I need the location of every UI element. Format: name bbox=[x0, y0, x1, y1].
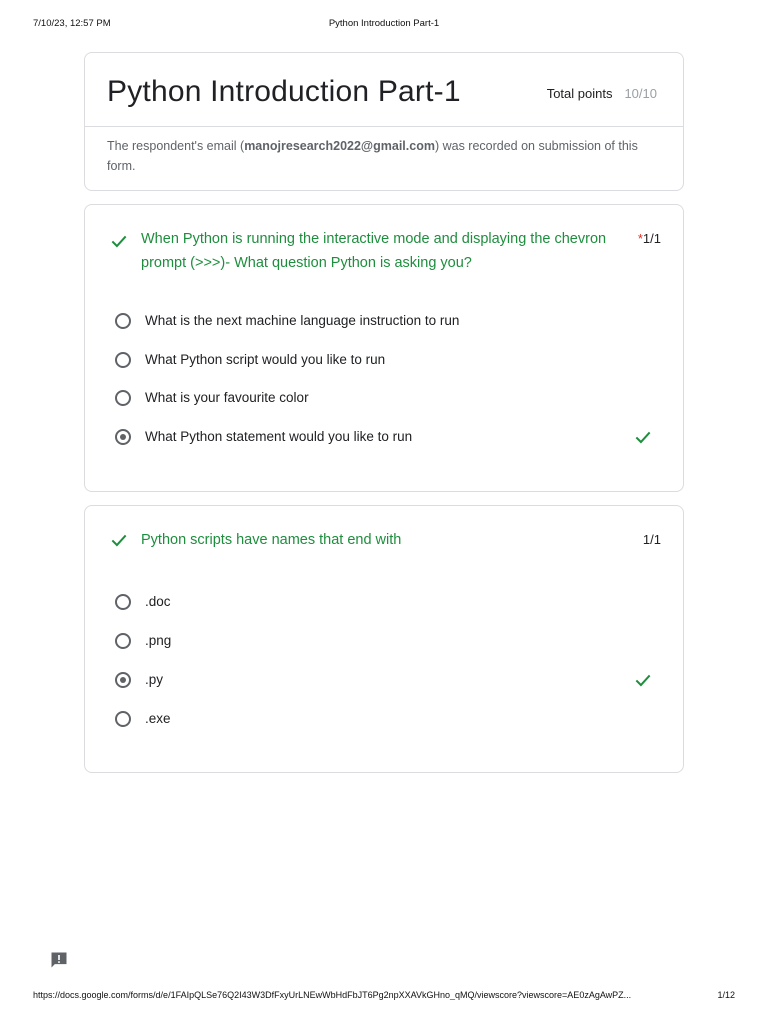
option-row[interactable] bbox=[115, 428, 653, 450]
question-text: Python scripts have names that end with bbox=[141, 532, 402, 548]
print-footer bbox=[33, 990, 735, 1004]
option-row[interactable] bbox=[115, 593, 653, 615]
print-header bbox=[33, 18, 735, 32]
page-number: 1/12 bbox=[717, 990, 735, 1000]
question-score bbox=[638, 231, 661, 246]
checkmark-icon bbox=[109, 530, 129, 550]
option-label: .doc bbox=[145, 594, 171, 609]
question-score-value: 1/1 bbox=[642, 231, 661, 246]
option-row[interactable] bbox=[115, 671, 653, 693]
feedback-icon[interactable] bbox=[49, 950, 69, 970]
radio-button[interactable] bbox=[115, 390, 131, 406]
radio-button[interactable] bbox=[115, 313, 131, 329]
total-points bbox=[547, 86, 657, 101]
option-label: What is your favourite color bbox=[145, 390, 309, 405]
option-label: What is the next machine language instruction to run bbox=[145, 313, 460, 328]
option-row[interactable] bbox=[115, 710, 653, 732]
question-card-2 bbox=[84, 505, 684, 773]
option-label: .exe bbox=[145, 711, 171, 726]
option-row[interactable] bbox=[115, 312, 653, 334]
header-divider bbox=[85, 126, 683, 127]
radio-button[interactable] bbox=[115, 352, 131, 368]
email-recorded-note bbox=[107, 136, 655, 176]
option-label: .py bbox=[145, 672, 164, 687]
radio-button[interactable] bbox=[115, 711, 131, 727]
total-points-value: 10/10 bbox=[624, 86, 657, 101]
total-points-label: Total points bbox=[546, 86, 613, 101]
checkmark-icon bbox=[633, 427, 653, 447]
option-row[interactable] bbox=[115, 351, 653, 373]
page-url: https://docs.google.com/forms/d/e/1FAIpQLSe76Q2I43W3DfFxyUrLNEwWbHdFbJT6Pg2npXXAVkGHno_qMQ/viewscore?viewscore=AE0zAgAwPZ... bbox=[33, 990, 632, 1000]
checkmark-icon bbox=[109, 231, 129, 251]
radio-button[interactable] bbox=[115, 594, 131, 610]
option-label: What Python script would you like to run bbox=[145, 352, 386, 367]
required-asterisk: * bbox=[637, 231, 643, 246]
print-datetime: 7/10/23, 12:57 PM bbox=[33, 18, 111, 29]
respondent-email: manojresearch2022@gmail.com bbox=[244, 139, 435, 153]
option-row[interactable] bbox=[115, 632, 653, 654]
question-score-value: 1/1 bbox=[642, 532, 661, 547]
option-label: .png bbox=[145, 633, 172, 648]
question-score bbox=[643, 532, 661, 547]
option-label: What Python statement would you like to run bbox=[145, 429, 413, 444]
radio-button-selected[interactable] bbox=[115, 429, 131, 445]
question-text: When Python is running the interactive mode and displaying the chevron prompt (>>>)- What question Python is asking you? bbox=[141, 231, 607, 271]
email-note-suffix: ) was recorded on submission of this form. bbox=[107, 139, 638, 173]
form-header-card bbox=[84, 52, 684, 191]
question-card-1 bbox=[84, 204, 684, 492]
form-title: Python Introduction Part-1 bbox=[107, 75, 461, 108]
option-row[interactable] bbox=[115, 389, 653, 411]
checkmark-icon bbox=[633, 670, 653, 690]
email-note-prefix: The respondent's email ( bbox=[107, 139, 245, 153]
radio-button[interactable] bbox=[115, 633, 131, 649]
radio-button-selected[interactable] bbox=[115, 672, 131, 688]
print-doc-title: Python Introduction Part-1 bbox=[328, 18, 440, 29]
